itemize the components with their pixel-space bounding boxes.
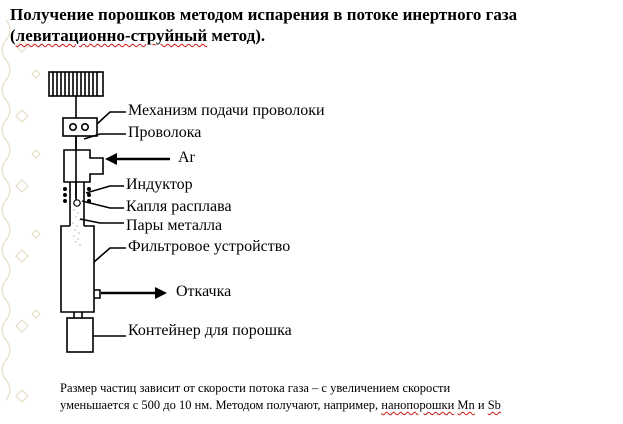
title-line-2-end: метод).: [207, 26, 266, 45]
argon-arrow: [105, 153, 170, 165]
label-filter: Фильтровое устройство: [128, 238, 291, 255]
title-paren-open: (: [10, 26, 16, 45]
leader-filter: [94, 248, 126, 262]
label-argon: Ar: [178, 149, 195, 166]
title-line-1: Получение порошков методом испарения в потоке инертного газа: [10, 5, 518, 24]
note-text: [60, 380, 620, 414]
note-line-2: уменьшается с 500 до 10 нм. Методом получают, например,: [60, 398, 382, 412]
pumping-outlet: [94, 290, 100, 298]
note-mn: Mn: [457, 398, 475, 412]
note-nanopowders: нанопорошки: [381, 398, 455, 412]
leader-inductor: [86, 186, 124, 193]
label-metal-vapor: Пары металла: [126, 217, 223, 234]
wire-spool: [49, 72, 103, 96]
leader-wire-feed: [97, 112, 126, 124]
melt-drop: [74, 200, 80, 206]
feed-mechanism: [63, 118, 97, 136]
label-melt-drop: Капля расплава: [126, 198, 232, 215]
note-line-1: Размер частиц зависит от скорости потока газа – с увеличением скорости: [60, 381, 451, 395]
powder-container: [67, 318, 93, 352]
label-inductor: Индуктор: [126, 176, 193, 193]
label-wire-feed: Механизм подачи проволоки: [128, 102, 325, 119]
note-and: и: [474, 398, 488, 412]
note-sb: Sb: [487, 398, 501, 412]
leader-metal-vapor: [80, 219, 124, 223]
title-method-name: левитационно-струйный: [15, 26, 208, 45]
label-wire: Проволока: [128, 124, 202, 141]
label-pumping: Откачка: [176, 283, 232, 300]
metal-vapor-particles: [72, 209, 80, 245]
label-container: Контейнер для порошка: [128, 322, 292, 339]
pumping-arrow: [101, 287, 167, 299]
